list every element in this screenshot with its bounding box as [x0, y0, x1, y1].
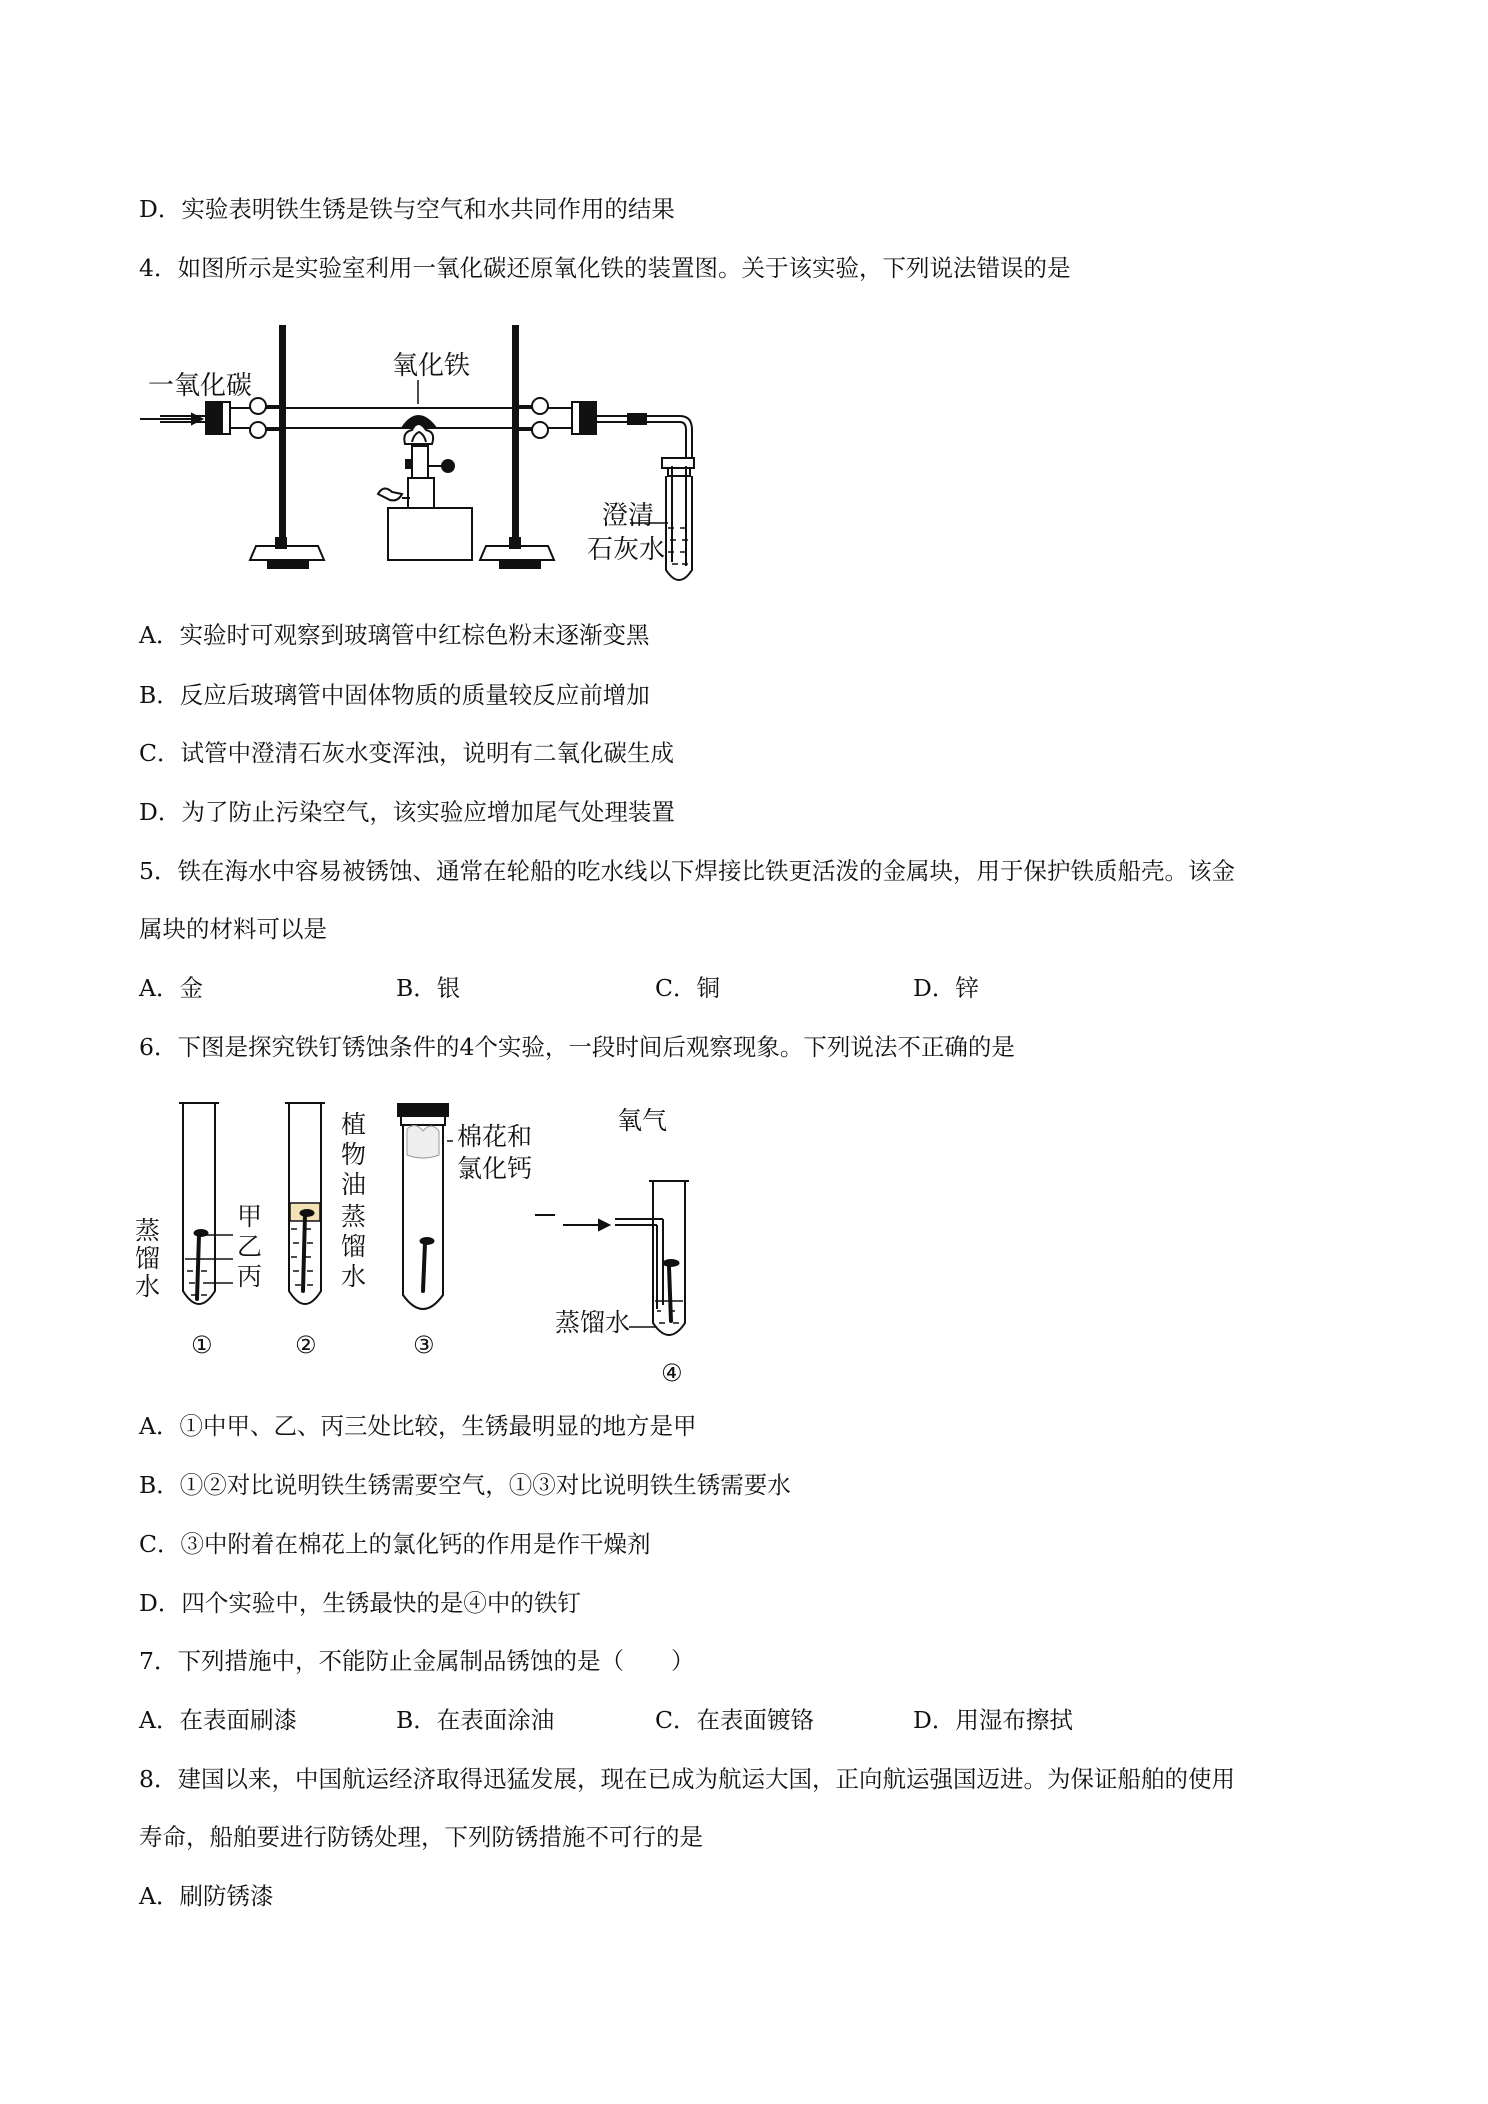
limewater-label-2: 石灰水 [587, 535, 666, 565]
q6-option-a: A．①中甲、乙、丙三处比较，生锈最明显的地方是甲 [139, 1412, 697, 1440]
q4-option-a: A．实验时可观察到玻璃管中红棕色粉末逐渐变黑 [139, 621, 650, 649]
q5-option-c: C．铜 [655, 974, 720, 1002]
q5-option-a: A．金 [139, 974, 203, 1002]
q8-stem-line2: 寿命，船舶要进行防锈处理，下列防锈措施不可行的是 [139, 1823, 703, 1851]
tube-number-1: ① [191, 1331, 213, 1359]
q4-option-d: D．为了防止污染空气，该实验应增加尾气处理装置 [139, 798, 675, 826]
nail-rust-experiments-figure [135, 1095, 735, 1390]
iron-oxide-label: 氧化铁 [392, 351, 471, 381]
cotton-label-1: 棉花和 [457, 1122, 533, 1151]
q5-option-b: B．银 [396, 974, 461, 1002]
cotton-label-2: 氯化钙 [457, 1154, 533, 1183]
water-label-2b: 馏 [341, 1232, 367, 1261]
q7-option-b: B．在表面涂油 [396, 1706, 555, 1734]
tube-number-4: ④ [661, 1359, 683, 1387]
water-label-1b: 馏 [135, 1244, 161, 1273]
q6-stem: 6．下图是探究铁钉锈蚀条件的4个实验，一段时间后观察现象。下列说法不正确的是 [139, 1033, 1015, 1061]
tube-number-3: ③ [413, 1331, 435, 1359]
limewater-label-1: 澄清 [602, 501, 655, 531]
q7-option-d: D．用湿布擦拭 [913, 1706, 1073, 1734]
co-label: 一氧化碳 [148, 371, 253, 401]
q5-stem-line2: 属块的材料可以是 [139, 915, 327, 943]
water-label-1c: 水 [135, 1272, 161, 1301]
point-jia: 甲 [237, 1202, 263, 1231]
oxygen-label: 氧气 [617, 1106, 668, 1135]
q3-option-d: D．实验表明铁生锈是铁与空气和水共同作用的结果 [139, 195, 675, 223]
water-label-2a: 蒸 [341, 1202, 367, 1231]
water-label-4: 蒸馏水 [555, 1308, 631, 1337]
q5-stem-line1: 5．铁在海水中容易被锈蚀、通常在轮船的吃水线以下焊接比铁更活泼的金属块，用于保护铁质船壳。该金 [139, 857, 1235, 885]
q5-option-d: D．锌 [913, 974, 979, 1002]
q7-stem: 7．下列措施中，不能防止金属制品锈蚀的是（ ） [139, 1647, 695, 1675]
q8-stem-line1: 8．建国以来，中国航运经济取得迅猛发展，现在已成为航运大国，正向航运强国迈进。为保证船舶的使用 [139, 1765, 1235, 1793]
oil-label-b: 物 [341, 1140, 367, 1169]
q4-option-c: C．试管中澄清石灰水变浑浊，说明有二氧化碳生成 [139, 739, 674, 767]
point-yi: 乙 [237, 1232, 263, 1261]
q7-option-c: C．在表面镀铬 [655, 1706, 814, 1734]
q4-option-b: B．反应后玻璃管中固体物质的质量较反应前增加 [139, 681, 650, 709]
point-bing: 丙 [237, 1262, 263, 1291]
q6-option-b: B．①②对比说明铁生锈需要空气，①③对比说明铁生锈需要水 [139, 1471, 791, 1499]
co-reduction-apparatus-figure [140, 318, 760, 593]
q8-option-a: A．刷防锈漆 [139, 1882, 274, 1910]
q4-stem: 4．如图所示是实验室利用一氧化碳还原氧化铁的装置图。关于该实验，下列说法错误的是 [139, 254, 1071, 282]
water-label-1a: 蒸 [135, 1216, 161, 1245]
q6-option-d: D．四个实验中，生锈最快的是④中的铁钉 [139, 1589, 581, 1617]
water-label-2c: 水 [341, 1262, 367, 1291]
tube-number-2: ② [295, 1331, 317, 1359]
q7-option-a: A．在表面刷漆 [139, 1706, 297, 1734]
oil-label-a: 植 [341, 1110, 367, 1139]
oil-label-c: 油 [341, 1170, 367, 1199]
q6-option-c: C．③中附着在棉花上的氯化钙的作用是作干燥剂 [139, 1530, 651, 1558]
